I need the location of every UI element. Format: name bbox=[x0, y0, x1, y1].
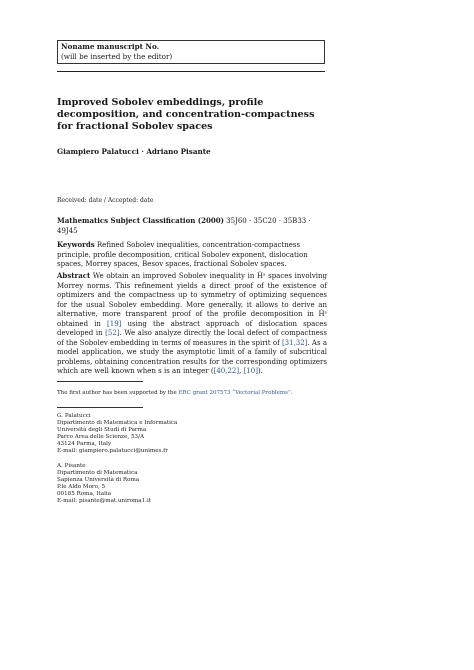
msc-codes: 35J60 · 35C20 · 35B33 · 49J45 bbox=[57, 217, 311, 235]
keywords-section bbox=[57, 240, 327, 270]
address-line: Dipartimento di Matematica bbox=[57, 470, 138, 477]
abstract-text-3: . We also analyze directly the local defect of compactness of the Sobolev embedding in terms of measures in the spirit of bbox=[57, 329, 327, 347]
abstract-text-1: We obtain an improved Sobolev inequality in Ḣˢ spaces involving Morrey norms. This refinement yields a direct proof of the existence of optimizers and the compactness up to symmetry of optimizing sequences for the usual Sobolev embedding. More generally, it allows to derive an alternative, more transparent proof of the profile decomposition in Ḣˢ obtained in bbox=[57, 272, 328, 328]
address-email: E-mail: giampiero.palatucci@unimes.fr bbox=[57, 448, 168, 455]
address-email: E-mail: pisante@mat.uniroma1.it bbox=[57, 498, 152, 505]
msc-section bbox=[57, 216, 327, 236]
address-rule bbox=[57, 407, 143, 408]
author-address-2 bbox=[57, 463, 257, 506]
abstract-text-4: . As a model application, we study the asymptotic limit of a family of subcritical problems, obtaining concentration results for the corresponding optimizers which are well known when s is an integer ( bbox=[57, 338, 328, 375]
citation-link[interactable]: [40,22] bbox=[213, 367, 240, 375]
address-line: G. Palatucci bbox=[57, 413, 91, 419]
keywords-text: Refined Sobolev inequalities, concentration-compactness principle, profile decomposition, critical Sobolev exponent, dislocation spaces, Morrey spaces, Besov spaces, fractional Sobolev spaces. bbox=[57, 241, 308, 269]
abstract-text-6: ). bbox=[257, 367, 263, 375]
grant-link[interactable]: ERC grant 207573 “Vectorial Problems” bbox=[178, 390, 291, 396]
paper-title: Improved Sobolev embeddings, profile decomposition, and concentration-compactness for fractional Sobolev spaces bbox=[57, 97, 315, 133]
editor-info-box bbox=[57, 40, 325, 64]
address-line: Parco Area delle Scienze, 53/A bbox=[57, 434, 145, 441]
citation-link[interactable]: [10] bbox=[243, 367, 258, 375]
funding-footnote bbox=[57, 390, 327, 398]
abstract-text-5: , bbox=[239, 367, 242, 375]
address-line: P.le Aldo Moro, 5 bbox=[57, 484, 106, 491]
header-rule bbox=[57, 71, 325, 72]
footnote-rule bbox=[57, 381, 143, 382]
author-address-1 bbox=[57, 413, 257, 456]
keywords-label: Keywords bbox=[57, 240, 95, 249]
address-line: Dipartimento di Matematica e Informatica bbox=[57, 420, 178, 427]
paper-authors: Giampiero Palatucci · Adriano Pisante bbox=[57, 147, 211, 156]
citation-link[interactable]: [52] bbox=[105, 329, 120, 337]
abstract-label: Abstract bbox=[57, 271, 91, 280]
address-line: 00185 Roma, Italia bbox=[57, 491, 112, 498]
manuscript-number-label: Noname manuscript No. bbox=[61, 42, 160, 51]
abstract-section bbox=[57, 271, 327, 377]
address-line: Sapienza Università di Roma bbox=[57, 477, 140, 484]
footnote-end: . bbox=[290, 390, 293, 396]
address-line: A. Pisante bbox=[57, 463, 86, 469]
abstract-text-2: using the abstract approach of dislocation spaces developed in bbox=[57, 319, 327, 337]
citation-link[interactable]: [31,32] bbox=[281, 338, 308, 347]
received-date: Received: date / Accepted: date bbox=[57, 197, 154, 204]
address-line: Università degli Studi di Parma bbox=[57, 427, 147, 434]
editor-note: (will be inserted by the editor) bbox=[61, 51, 173, 61]
footnote-text: The first author has been supported by the bbox=[57, 390, 177, 396]
msc-label: Mathematics Subject Classification (2000) bbox=[57, 216, 224, 225]
citation-link[interactable]: [19] bbox=[107, 319, 122, 328]
address-line: 43124 Parma, Italy bbox=[57, 441, 112, 448]
